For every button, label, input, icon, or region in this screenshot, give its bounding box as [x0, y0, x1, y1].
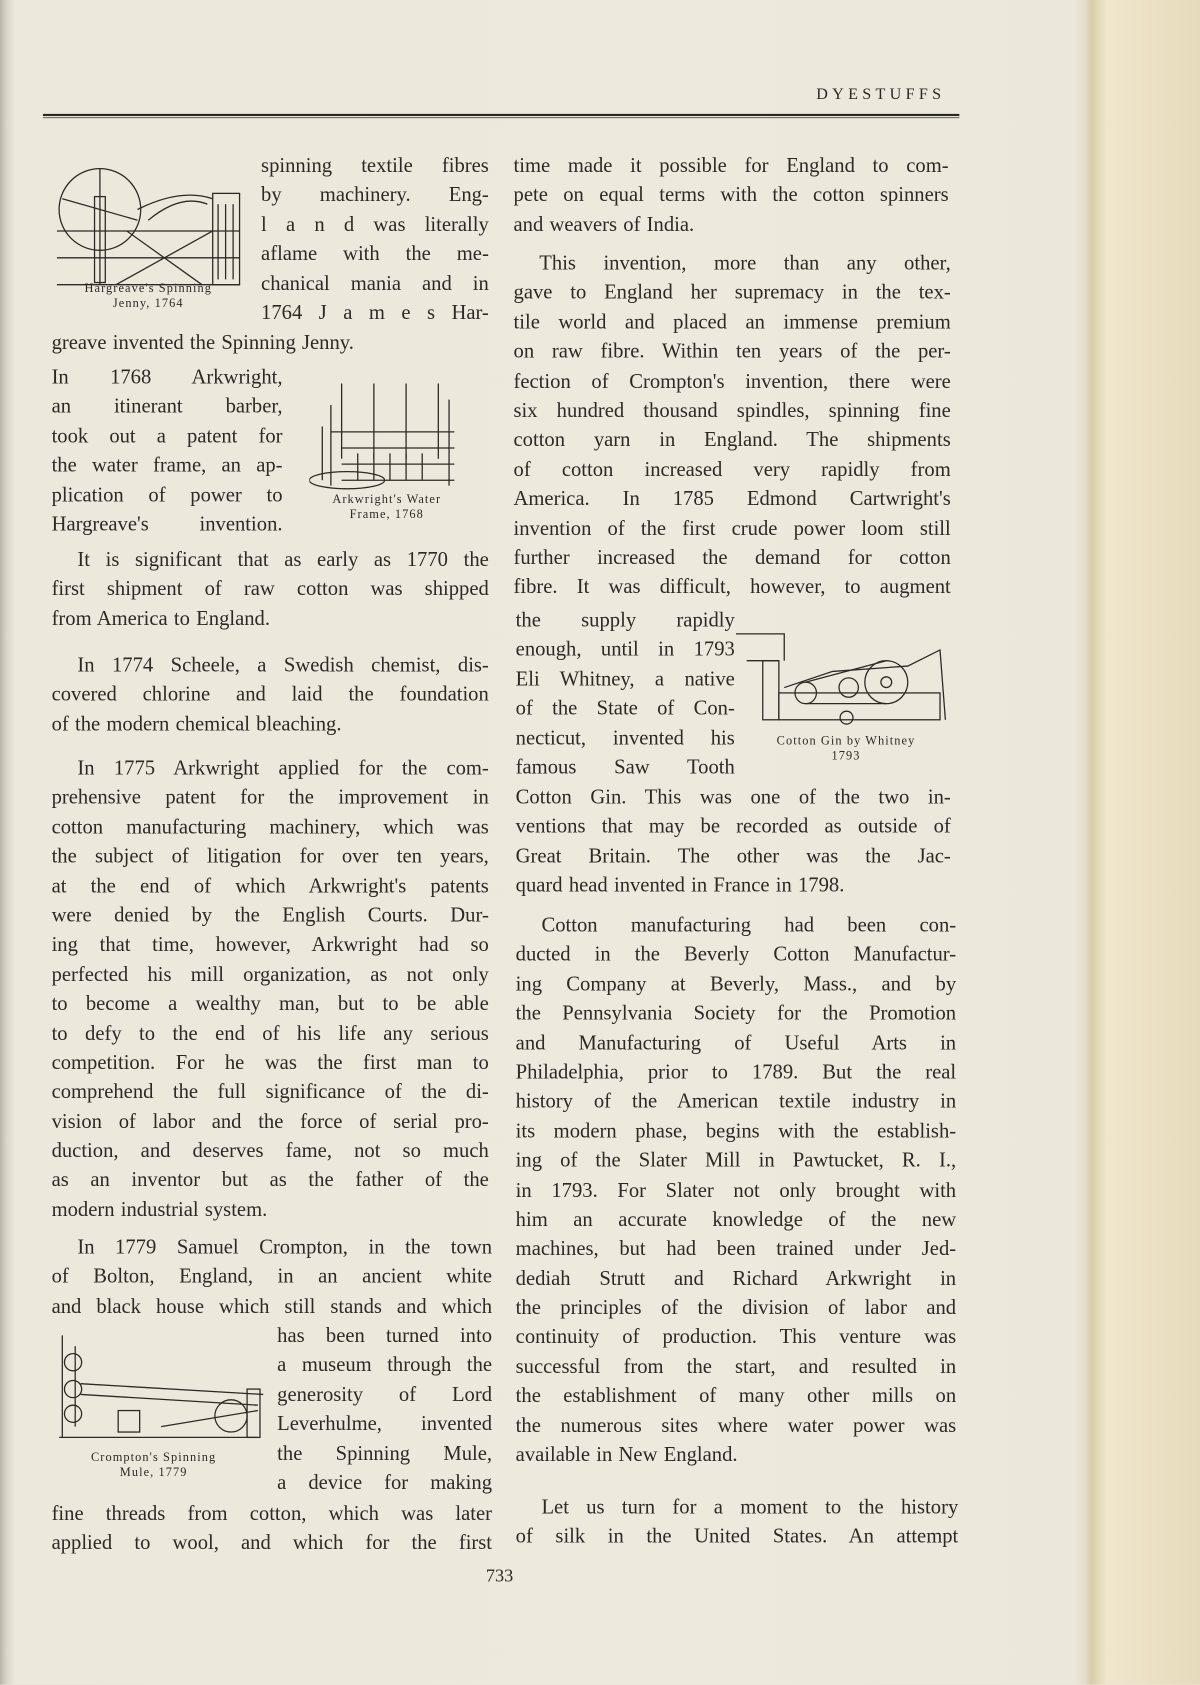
- text-line: the Spinning Mule,: [277, 1442, 493, 1465]
- text-line: fection of Crompton's invention, there were: [513, 370, 951, 393]
- text-line: the Pennsylvania Society for the Promotion: [515, 1002, 957, 1026]
- figure-caption: [52, 1450, 256, 1480]
- text-line: first shipment of raw cotton was shipped: [51, 578, 489, 601]
- text-line: six hundred thousand spindles, spinning fine: [513, 399, 951, 423]
- text-line: further increased the demand for cotton: [513, 546, 951, 570]
- text-line: on raw fibre. Within ten years of the per-: [513, 340, 951, 364]
- text-line: In 1774 Scheele, a Swedish chemist, dis-: [77, 654, 489, 677]
- text-line: Let us turn for a moment to the history: [541, 1496, 959, 1520]
- text-line: famous Saw Tooth: [515, 756, 735, 779]
- paragraph: [52, 546, 489, 634]
- caption-line: Arkwright's Water: [332, 493, 442, 506]
- text-line: a device for making: [277, 1471, 493, 1495]
- paragraph: [52, 1500, 492, 1559]
- text-line: This invention, more than any other,: [539, 252, 951, 276]
- text-line: the establishment of many other mills on: [515, 1385, 957, 1408]
- text-line: at the end of which Arkwright's patents: [51, 875, 489, 898]
- text-line: cotton yarn in England. The shipments: [513, 429, 951, 452]
- paragraph: [52, 1233, 492, 1321]
- cotton-gin-illustration: [736, 623, 951, 725]
- text-line: as an inventor but as the father of the: [51, 1169, 489, 1192]
- text-line: America. In 1785 Edmond Cartwright's: [513, 487, 951, 511]
- text-line: fine threads from cotton, which was later: [51, 1502, 493, 1526]
- text-line: by machinery. Eng-: [261, 184, 489, 207]
- text-line: the supply rapidly: [515, 609, 735, 632]
- text-line: l a n d was literally: [261, 213, 489, 237]
- text-line: dediah Strutt and Richard Arkwright in: [515, 1267, 957, 1290]
- text-line: covered chlorine and laid the foundation: [51, 683, 489, 707]
- text-line: took out a patent for: [51, 425, 283, 448]
- running-header: DYESTUFFS: [816, 85, 946, 104]
- text-line: tile world and placed an immense premium: [513, 311, 951, 334]
- text-line: quard head invented in France in 1798.: [515, 874, 845, 898]
- text-line: history of the American textile industry in: [515, 1090, 957, 1114]
- text-line: were denied by the English Courts. Dur-: [51, 904, 489, 928]
- text-line: comprehend the full significance of the di-: [51, 1081, 489, 1104]
- text-line: and Manufacturing of Useful Arts in: [515, 1031, 957, 1055]
- text-line: vision of labor and the force of serial pro-: [51, 1110, 489, 1134]
- text-line: necticut, invented his: [515, 726, 735, 750]
- text-line: greave invented the Spinning Jenny.: [51, 331, 354, 355]
- text-line: ing that time, however, Arkwright had so: [51, 933, 489, 957]
- caption-line: 1793: [831, 749, 861, 763]
- text-line: to defy to the end of his life any serious: [51, 1022, 489, 1045]
- caption-line: Crompton's Spinning: [90, 1451, 217, 1465]
- text-line: Philadelphia, prior to 1789. But the real: [515, 1061, 957, 1084]
- figure-caption: [52, 281, 245, 311]
- text-line: ducted in the Beverly Cotton Manufactur-: [515, 943, 957, 967]
- text-line: invention of the first crude power loom still: [513, 517, 951, 540]
- text-line: of silk in the United States. An attempt: [515, 1525, 959, 1549]
- text-line: machines, but had been trained under Jed-: [515, 1237, 957, 1261]
- text-line: competition. For he was the first man to: [51, 1051, 489, 1075]
- header-rule-thin: [43, 117, 959, 118]
- text-line: has been turned into: [277, 1324, 493, 1348]
- caption-line: Frame, 1768: [349, 508, 424, 522]
- text-line: in 1793. For Slater not only brought with: [515, 1179, 957, 1202]
- text-line: of the modern chemical bleaching.: [51, 713, 342, 736]
- text-line: an itinerant barber,: [51, 395, 283, 419]
- text-line: successful from the start, and resulted in: [515, 1355, 957, 1379]
- text-line: ventions that may be recorded as outside of: [515, 815, 951, 839]
- text-line: Hargreave's invention.: [51, 513, 283, 537]
- figure-caption: [747, 734, 946, 764]
- paragraph: [516, 1493, 959, 1552]
- text-line: to become a wealthy man, but to be able: [51, 992, 489, 1016]
- text-line: plication of power to: [51, 484, 283, 507]
- text-line: pete on equal terms with the cotton spinners: [513, 184, 949, 207]
- text-line: of Bolton, England, in an ancient white: [51, 1265, 493, 1289]
- text-line: ing of the Slater Mill in Pawtucket, R. I.,: [515, 1149, 957, 1173]
- text-line: him an accurate knowledge of the new: [515, 1208, 957, 1232]
- paragraph: [261, 151, 489, 328]
- text-line: gave to England her supremacy in the tex-: [513, 281, 951, 305]
- text-line: prehensive patent for the improvement in: [51, 786, 489, 810]
- page-number: 733: [485, 1565, 514, 1586]
- paragraph: [516, 783, 951, 901]
- text-line: In 1775 Arkwright applied for the com-: [77, 757, 489, 780]
- text-line: duction, and deserves fame, not so much: [51, 1139, 489, 1163]
- figure-caption: [306, 492, 467, 522]
- text-line: the water frame, an ap-: [51, 454, 283, 478]
- text-line: available in New England.: [515, 1443, 738, 1467]
- text-line: Cotton Gin. This was one of the two in-: [515, 786, 951, 809]
- text-line: the principles of the division of labor and: [515, 1296, 957, 1320]
- text-line: 1764 J a m e s Har-: [261, 301, 489, 325]
- text-line: chanical mania and in: [261, 272, 489, 295]
- paragraph: [516, 606, 735, 783]
- paragraph: [52, 363, 283, 540]
- spinning-mule-illustration: [54, 1330, 267, 1442]
- text-line: cotton manufacturing machinery, which was: [51, 816, 489, 839]
- text-line: In 1779 Samuel Crompton, in the town: [77, 1236, 493, 1260]
- text-line: generosity of Lord: [277, 1383, 493, 1407]
- text-line: ing Company at Beverly, Mass., and by: [515, 973, 957, 996]
- paragraph: [277, 1321, 492, 1498]
- text-line: aflame with the me-: [261, 242, 489, 266]
- text-line: modern industrial system.: [51, 1198, 268, 1222]
- text-line: Eli Whitney, a native: [515, 667, 735, 691]
- text-line: Cotton manufacturing had been con-: [541, 914, 957, 937]
- text-line: spinning textile fibres: [261, 154, 489, 178]
- paragraph: [52, 651, 489, 739]
- text-line: fibre. It was difficult, however, to augment: [513, 576, 951, 599]
- caption-line: Cotton Gin by Whitney: [776, 734, 916, 748]
- text-line: from America to England.: [51, 607, 271, 631]
- text-line: In 1768 Arkwright,: [51, 366, 283, 389]
- text-line: Great Britain. The other was the Jac-: [515, 845, 951, 868]
- text-line: enough, until in 1793: [515, 638, 735, 662]
- paragraph: [52, 329, 489, 358]
- text-line: of cotton increased very rapidly from: [513, 458, 951, 482]
- text-line: applied to wool, and which for the first: [51, 1532, 493, 1555]
- text-line: a museum through the: [277, 1354, 493, 1377]
- text-line: and weavers of India.: [513, 213, 695, 237]
- paragraph: [514, 151, 949, 239]
- caption-line: Jenny, 1764: [112, 297, 184, 311]
- caption-line: Hargreave's Spinning: [84, 282, 212, 296]
- header-rule: [43, 114, 959, 116]
- text-line: its modern phase, begins with the establish-: [515, 1120, 957, 1143]
- paragraph: [52, 754, 489, 1225]
- text-line: perfected his mill organization, as not only: [51, 963, 489, 986]
- text-line: time made it possible for England to com-: [513, 154, 949, 178]
- text-line: Leverhulme, invented: [277, 1412, 493, 1436]
- text-line: and black house which still stands and which: [51, 1295, 493, 1318]
- text-line: of the State of Con-: [515, 697, 735, 720]
- paragraph: [514, 249, 951, 602]
- paragraph: [516, 911, 956, 1470]
- text-line: It is significant that as early as 1770 the: [77, 548, 489, 572]
- water-frame-illustration: [309, 378, 468, 491]
- text-line: the numerous sites where water power was: [515, 1414, 957, 1438]
- caption-line: Mule, 1779: [119, 1466, 188, 1480]
- text-line: continuity of production. This venture was: [515, 1326, 957, 1349]
- spinning-jenny-illustration: [52, 167, 245, 287]
- text-line: the subject of litigation for over ten years,: [51, 845, 489, 869]
